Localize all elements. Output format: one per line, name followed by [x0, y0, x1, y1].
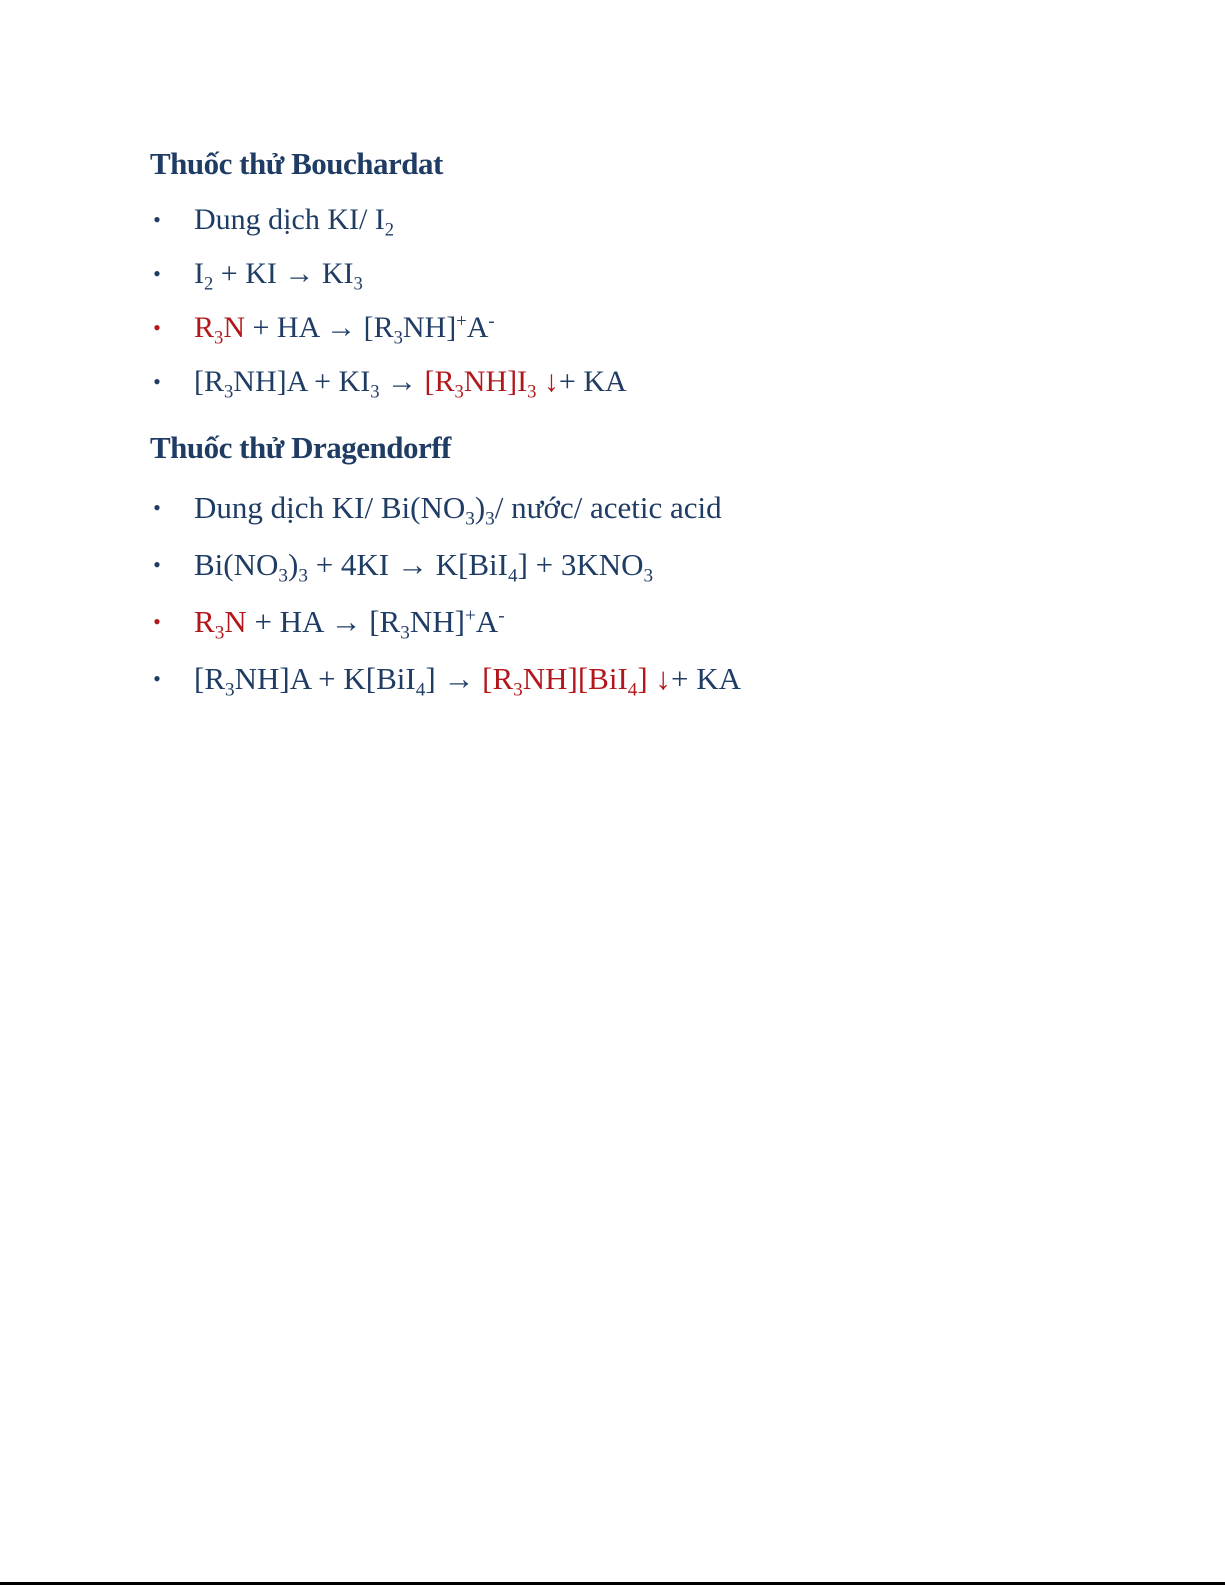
- formula-segment: →: [379, 365, 425, 398]
- list-item: [150, 650, 741, 707]
- subscript: 3: [393, 327, 403, 349]
- formula-segment: NH]: [402, 311, 457, 344]
- formula-segment: ] →: [425, 661, 483, 696]
- section-heading: Thuốc thử Dragendorff: [150, 430, 451, 465]
- subscript: 2: [204, 273, 214, 295]
- formula-segment: + KA: [558, 365, 627, 398]
- bullet-icon: •: [153, 369, 161, 394]
- formula-segment: NH]: [409, 604, 465, 639]
- superscript: -: [498, 605, 505, 627]
- formula-segment: ↓: [536, 365, 559, 398]
- bullet-list: [150, 193, 627, 409]
- formula-segment: + HA → [R: [246, 604, 401, 639]
- formula-segment: [R: [424, 365, 455, 398]
- formula-segment: NH]I: [463, 365, 528, 398]
- formula-segment: [R: [482, 661, 514, 696]
- formula-segment: NH]A + KI: [233, 365, 371, 398]
- formula-segment: A: [475, 604, 499, 639]
- formula-segment: NH][BiI: [522, 661, 628, 696]
- formula-segment: ] + 3KNO: [517, 547, 644, 582]
- formula-text: [194, 310, 495, 349]
- formula-text: [194, 257, 363, 295]
- superscript: -: [488, 310, 495, 332]
- subscript: 3: [353, 273, 363, 295]
- formula-text: [194, 604, 505, 644]
- subscript: 3: [465, 508, 475, 530]
- bullet-icon: •: [153, 315, 161, 340]
- subscript: 3: [454, 381, 464, 403]
- formula-segment: Dung dịch KI/ Bi(NO: [194, 490, 466, 525]
- subscript: 4: [627, 679, 638, 701]
- section-heading: Thuốc thử Bouchardat: [150, 146, 443, 181]
- formula-segment: N: [224, 604, 247, 639]
- formula-segment: + KI → KI: [213, 257, 354, 290]
- bullet-list: [150, 479, 741, 707]
- list-item: [150, 247, 627, 301]
- subscript: 2: [384, 219, 395, 241]
- formula-text: [194, 661, 741, 701]
- bullet-icon: •: [153, 207, 161, 232]
- formula-segment: NH]A + K[BiI: [234, 661, 416, 696]
- subscript: 3: [370, 381, 380, 403]
- subscript: 4: [415, 679, 426, 701]
- formula-segment: ] ↓: [637, 661, 671, 696]
- subscript: 3: [278, 565, 288, 587]
- formula-text: [194, 203, 395, 241]
- formula-segment: ): [474, 490, 486, 525]
- subscript: 3: [527, 381, 537, 403]
- section-dragendorff: [150, 425, 741, 707]
- subscript: 4: [507, 565, 518, 587]
- subscript: 3: [643, 565, 654, 587]
- list-item: [150, 301, 627, 355]
- bullet-icon: •: [153, 552, 161, 577]
- subscript: 3: [214, 327, 224, 349]
- formula-segment: [R: [194, 661, 225, 696]
- formula-segment: I: [194, 257, 204, 290]
- formula-segment: ): [288, 547, 299, 582]
- bullet-icon: •: [153, 261, 161, 286]
- subscript: 3: [225, 679, 235, 701]
- formula-segment: / nước/ acetic acid: [494, 490, 722, 525]
- list-item: [150, 193, 627, 247]
- formula-segment: [R: [194, 365, 224, 398]
- formula-segment: A: [466, 311, 489, 344]
- superscript: +: [464, 605, 476, 627]
- subscript: 3: [214, 622, 225, 644]
- formula-segment: N: [223, 311, 245, 344]
- list-item: [150, 355, 627, 409]
- formula-segment: + KA: [670, 661, 741, 696]
- list-item: [150, 536, 741, 593]
- formula-text: [194, 365, 627, 403]
- bullet-icon: •: [153, 666, 161, 691]
- formula-segment: Dung dịch KI/ I: [194, 203, 385, 236]
- section-bouchardat: [150, 141, 627, 409]
- formula-text: [194, 490, 722, 530]
- bullet-icon: •: [153, 609, 161, 634]
- formula-segment: R: [194, 604, 215, 639]
- list-item: [150, 479, 741, 536]
- subscript: 3: [298, 565, 308, 587]
- formula-segment: + HA → [R: [244, 311, 394, 344]
- superscript: +: [456, 310, 467, 332]
- formula-text: [194, 547, 654, 587]
- list-item: [150, 593, 741, 650]
- subscript: 3: [513, 679, 523, 701]
- subscript: 3: [400, 622, 410, 644]
- formula-segment: + 4KI → K[BiI: [307, 547, 508, 582]
- formula-segment: R: [194, 311, 215, 344]
- subscript: 3: [224, 381, 234, 403]
- subscript: 3: [485, 508, 495, 530]
- bullet-icon: •: [153, 495, 161, 520]
- formula-segment: Bi(NO: [194, 547, 279, 582]
